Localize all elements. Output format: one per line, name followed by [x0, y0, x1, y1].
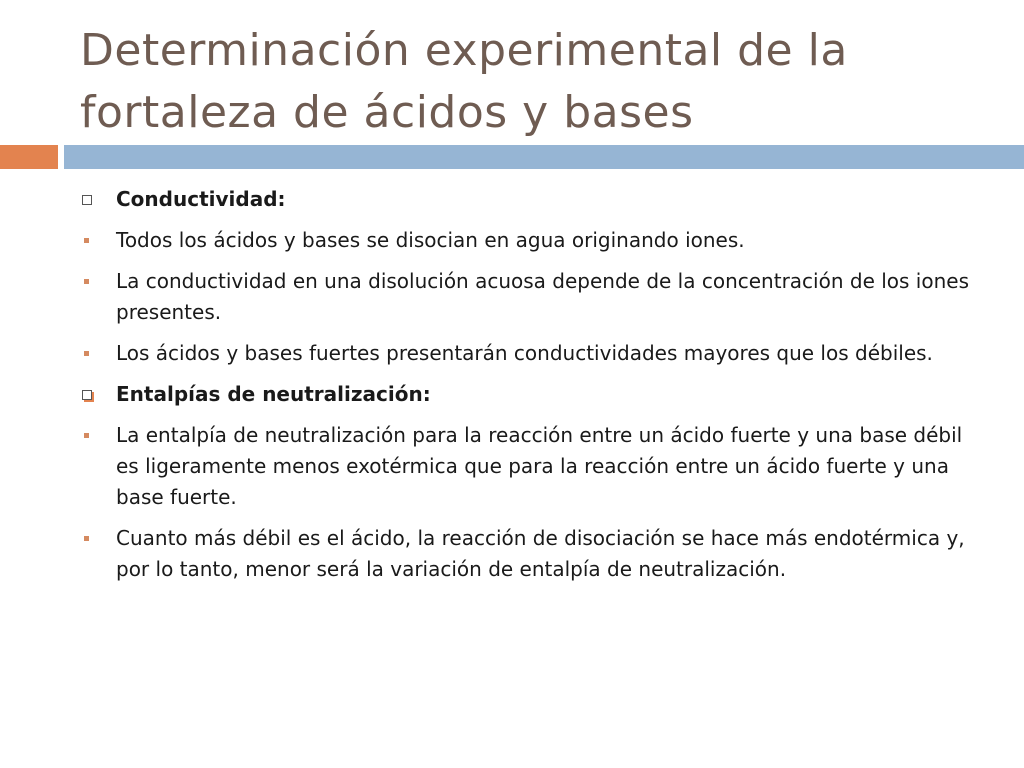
list-item: [78, 523, 978, 585]
bullet-text: Cuanto más débil es el ácido, la reacción de disociación se hace más endotérmica y, por lo tanto, menor será la variación de entalpía de neutralización.: [116, 526, 965, 581]
bullet-text: La conductividad en una disolución acuosa depende de la concentración de los iones presentes.: [116, 269, 969, 324]
hollow-square-icon: [82, 184, 92, 215]
square-bullet-icon: [82, 225, 89, 256]
list-item: [78, 225, 978, 256]
shadow-box-icon: [82, 379, 92, 410]
title-accent-bar: [0, 145, 58, 169]
list-item: [78, 338, 978, 369]
slide-body: [78, 184, 978, 595]
list-item-heading: [78, 184, 978, 215]
list-item: [78, 266, 978, 328]
bullet-text: Los ácidos y bases fuertes presentarán conductividades mayores que los débiles.: [116, 341, 933, 365]
bullet-text: La entalpía de neutralización para la reacción entre un ácido fuerte y una base débil es ligeramente menos exotérmica que para la reacción entre un ácido fuerte y una base fuerte.: [116, 423, 963, 509]
square-bullet-icon: [82, 338, 89, 369]
heading-text: Entalpías de neutralización:: [116, 382, 431, 406]
square-bullet-icon: [82, 420, 89, 451]
list-item: [78, 420, 978, 513]
bullet-text: Todos los ácidos y bases se disocian en agua originando iones.: [116, 228, 745, 252]
square-bullet-icon: [82, 523, 89, 554]
slide-title: Determinación experimental de la fortaleza de ácidos y bases: [80, 25, 848, 138]
list-item-heading: [78, 379, 978, 410]
title-underline-bar: [64, 145, 1024, 169]
heading-text: Conductividad:: [116, 187, 286, 211]
square-bullet-icon: [82, 266, 89, 297]
